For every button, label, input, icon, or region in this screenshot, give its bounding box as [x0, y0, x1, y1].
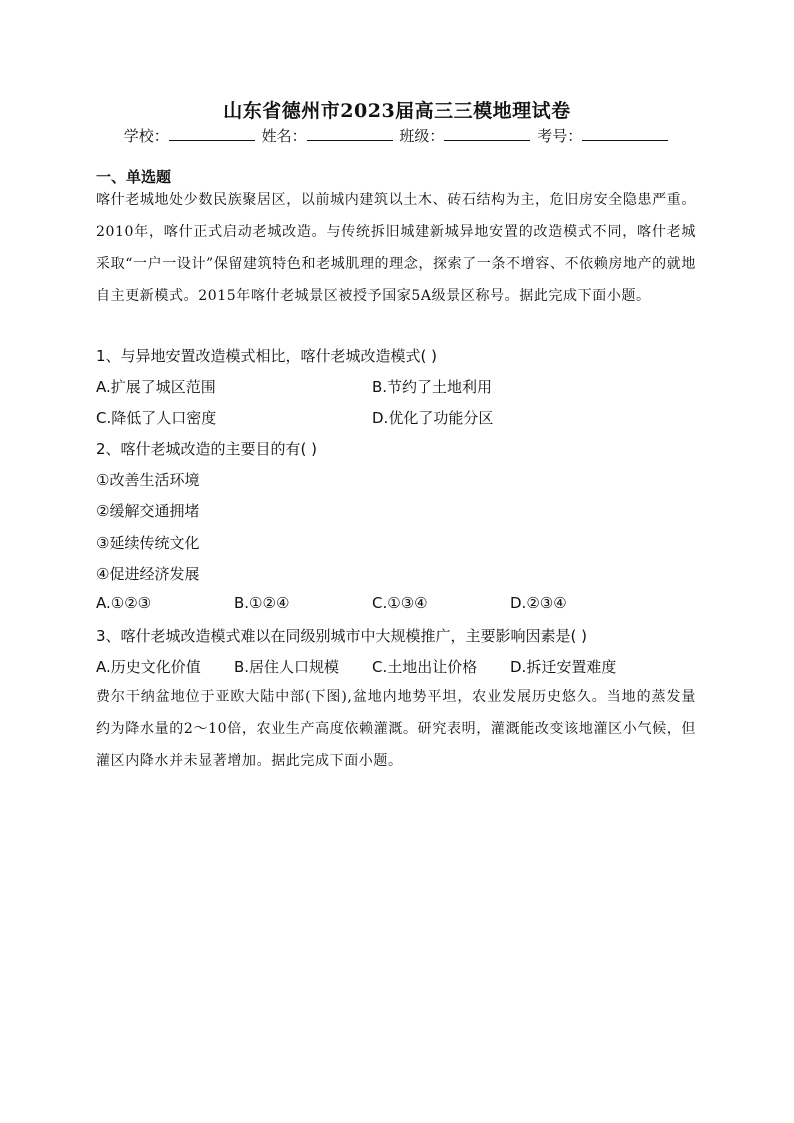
page-title: 山东省德州市2023届高三三模地理试卷: [223, 100, 571, 122]
q2-item-1: ①改善生活环境: [96, 471, 200, 489]
question-3-stem: 3、喀什老城改造模式难以在同级别城市中大规模推广，主要影响因素是( ): [96, 627, 588, 645]
q1-option-d[interactable]: D.优化了功能分区: [372, 409, 494, 427]
q3-option-b[interactable]: B.居住人口规模: [234, 658, 340, 676]
q1-option-a[interactable]: A.扩展了城区范围: [96, 378, 216, 396]
q2-option-d[interactable]: D.②③④: [510, 594, 567, 612]
q3-option-c[interactable]: C.土地出让价格: [372, 658, 478, 676]
q2-item-2: ②缓解交通拥堵: [96, 502, 200, 520]
q2-option-c[interactable]: C.①③④: [372, 594, 428, 612]
exam-no-blank[interactable]: [582, 126, 668, 141]
q1-option-c[interactable]: C.降低了人口密度: [96, 409, 217, 427]
q2-item-4: ④促进经济发展: [96, 565, 200, 583]
q2-option-a[interactable]: A.①②③: [96, 594, 152, 612]
question-2-stem: 2、喀什老城改造的主要目的有( ): [96, 440, 318, 458]
passage-kashgar: 喀什老城地处少数民族聚居区，以前城内建筑以土木、砖石结构为主，危旧房安全隐患严重。2010年，喀什正式启动老城改造。与传统拆旧城建新城异地安置的改造模式不同，喀什老城采取“一户一设计”保留建筑特色和老城肌理的理念，探索了一条不增容、不依赖房地产的就地自主更新模式。2015年喀什老城景区被授予国家5A级景区称号。据此完成下面小题。: [96, 192, 696, 304]
question-1-stem: 1、与异地安置改造模式相比，喀什老城改造模式( ): [96, 347, 438, 365]
q1-option-b[interactable]: B.节约了土地利用: [372, 378, 493, 396]
name-label: 姓名：: [261, 127, 307, 145]
student-info-line: [0, 125, 794, 146]
section-heading: 一、单选题: [96, 168, 172, 186]
class-label: 班级：: [399, 127, 445, 145]
q2-item-3: ③延续传统文化: [96, 534, 200, 552]
q3-option-a[interactable]: A.历史文化价值: [96, 658, 201, 676]
q3-option-d[interactable]: D.拆迁安置难度: [510, 658, 617, 676]
passage-fergana: 费尔干纳盆地位于亚欧大陆中部(下图),盆地内地势平坦，农业发展历史悠久。当地的蒸发量约为降水量的2～10倍，农业生产高度依赖灌溉。研究表明，灌溉能改变该地灌区小气候，但灌区内降水并未显著增加。据此完成下面小题。: [96, 689, 696, 769]
class-blank[interactable]: [444, 126, 530, 141]
exam-no-label: 考号：: [537, 127, 583, 145]
school-blank[interactable]: [169, 126, 255, 141]
name-blank[interactable]: [307, 126, 393, 141]
school-label: 学校：: [123, 127, 169, 145]
q2-option-b[interactable]: B.①②④: [234, 594, 290, 612]
